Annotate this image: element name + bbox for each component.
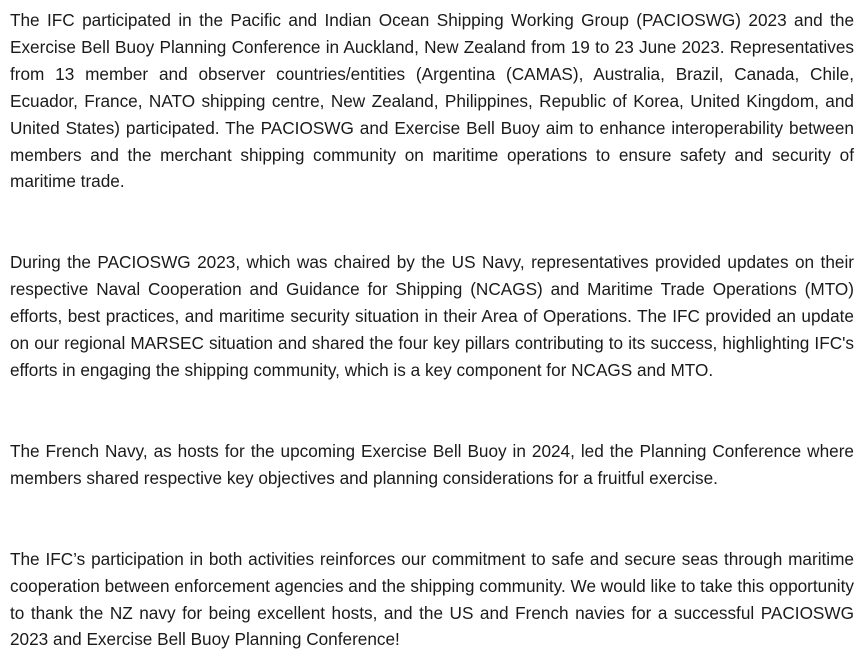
paragraph-ifc-participation: The IFC’s participation in both activities reinforces our commitment to safe and secure seas through maritime cooperation between enforcement agencies and the shipping community. We would like to take this opportunity to thank the NZ navy for being excellent hosts, and the US and French navies for a successful PACIOSWG 2023 and Exercise Bell Buoy Planning Conference! — [10, 548, 854, 650]
paragraph-pacioswg-updates: During the PACIOSWG 2023, which was chaired by the US Navy, representatives provided updates on their respective Naval Cooperation and Guidance for Shipping (NCAGS) and Maritime Trade Operations (MTO) efforts, best practices, and maritime security situation in their Area of Operations. The IFC provided an update on our regional MARSEC situation and shared the four key pillars contributing to its success, highlighting IFC's efforts in engaging the shipping community, which is a key component for NCAGS and MTO. — [10, 252, 854, 380]
paragraph-french-navy-planning: The French Navy, as hosts for the upcoming Exercise Bell Buoy in 2024, led the Planning Conference where members shared respective key objectives and planning considerations for a fruitful exercise. — [10, 440, 854, 488]
paragraph-pacioswg-overview: The IFC participated in the Pacific and Indian Ocean Shipping Working Group (PACIOSWG) 2023 and the Exercise Bell Buoy Planning Conference in Auckland, New Zealand from 19 to 23 June 2023. Representatives from 13 member and observer countries/entities (Argentina (CAMAS), Australia, Brazil, Canada, Chile, Ecuador, France, NATO shipping centre, New Zealand, Philippines, Republic of Korea, United Kingdom, and United States) participated. The PACIOSWG and Exercise Bell Buoy aim to enhance interoperability between members and the merchant shipping community on maritime operations to ensure safety and security of maritime trade. — [10, 10, 854, 192]
